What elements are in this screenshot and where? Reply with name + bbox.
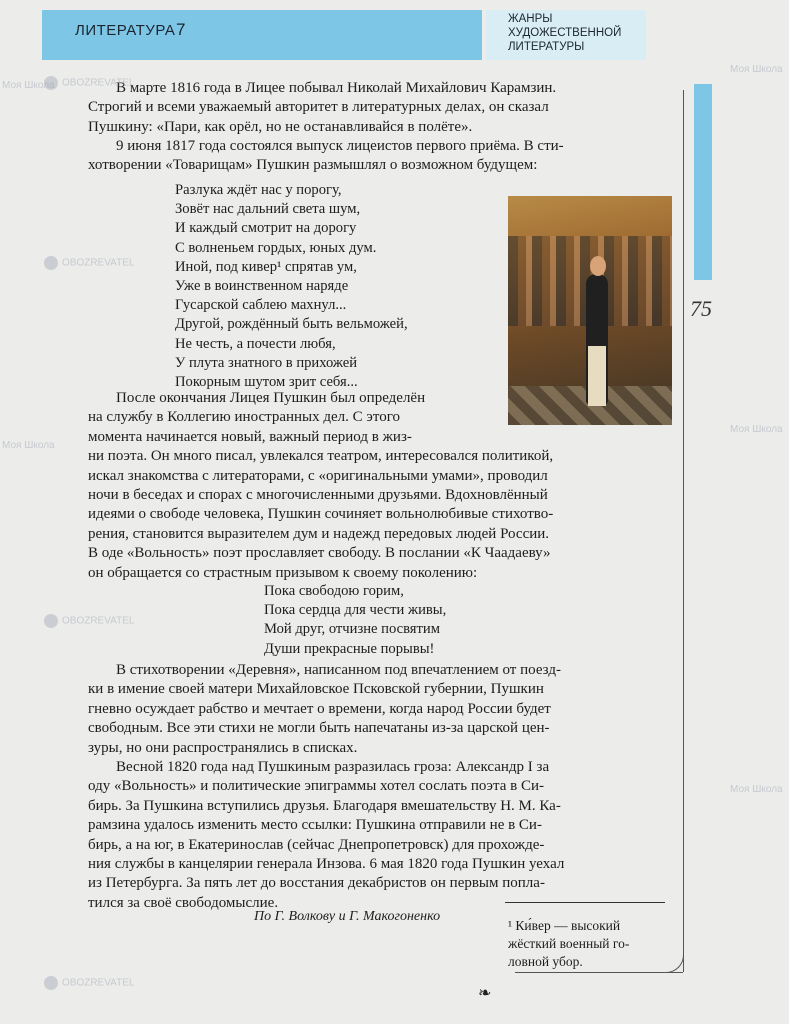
text-line: ки в имение своей матери Михайловское Псковской губернии, Пушкин <box>88 681 544 698</box>
watermark-logo-icon <box>44 76 58 90</box>
frame-line <box>515 972 683 973</box>
text-line: Пушкину: «Пари, как орёл, но не останавливайся в полёте». <box>88 118 473 135</box>
section-title <box>508 12 621 54</box>
section-title-line: ЖАНРЫ <box>508 13 553 25</box>
painting-figure-legs <box>588 346 606 406</box>
text-line: зуры, но они распространялись в списках. <box>88 739 358 756</box>
watermark-text: OBOZREVATEL <box>62 615 135 627</box>
paragraph <box>88 758 564 913</box>
text-line: хотворении «Товарищам» Пушкин размышлял о возможном будущем: <box>88 157 538 174</box>
paragraph <box>88 137 564 176</box>
grade-number: 7 <box>176 20 186 39</box>
paragraph <box>88 79 556 137</box>
footnote-line: ловной убор. <box>508 954 583 969</box>
text-line: искал знакомства с литераторами, с «оригинальными умами», проводил <box>88 467 548 484</box>
poem-line: Зовёт нас дальний света шум, <box>175 201 361 218</box>
watermark <box>44 614 134 628</box>
text-line: оду «Вольность» и политические эпиграммы хотел сослать поэта в Си- <box>88 778 544 795</box>
text-line: В марте 1816 года в Лицее побывал Николай Михайлович Карамзин. <box>116 80 557 96</box>
text-line: он обращается со страстным призывом к своему поколению: <box>88 564 478 581</box>
paragraph <box>88 389 553 583</box>
poem-line: Пока сердца для чести живы, <box>264 602 447 619</box>
page-number: 75 <box>690 296 712 321</box>
watermark: Моя Школа <box>2 80 55 91</box>
text-line: 9 июня 1817 года состоялся выпуск лицеистов первого приёма. В сти- <box>116 138 564 154</box>
subject-title: ЛИТЕРАТУРА <box>75 22 176 39</box>
text-line: рения, становится выразителем дум и надежд передовых людей России. <box>88 525 550 542</box>
paragraph <box>88 661 561 758</box>
text-line: В стихотворении «Деревня», написанном под впечатлением от поезд- <box>116 662 561 678</box>
page-ornament-icon: ❧ <box>478 985 492 1002</box>
watermark: Моя Школа <box>2 440 55 451</box>
poem <box>264 582 446 659</box>
poem-line: Уже в воинственном наряде <box>175 278 349 295</box>
watermark: Моя Школа <box>730 64 783 75</box>
poem-line: Души прекрасные порывы! <box>264 640 435 657</box>
text-line: свободным. Все эти стихи не могли быть напечатаны из-за царской цен- <box>88 720 550 737</box>
text-line: ни поэта. Он много писал, увлекался театром, интересовался политикой, <box>88 448 554 465</box>
watermark: Моя Школа <box>730 424 783 435</box>
watermark-logo-icon <box>44 256 58 270</box>
footnote-line: ¹ Ки́вер — высокий <box>508 918 621 933</box>
text-line: бирь. За Пушкина вступились друзья. Благодаря вмешательству Н. М. Ка- <box>88 797 561 814</box>
section-title-line: ЛИТЕРАТУРЫ <box>508 41 585 53</box>
text-line: Строгий и всеми уважаемый авторитет в литературных делах, он сказал <box>88 99 549 116</box>
footnote <box>508 917 629 971</box>
poem <box>175 181 408 392</box>
poem-line: Мой друг, отчизне посвятим <box>264 621 440 638</box>
frame-line <box>683 90 684 972</box>
poem-line: Иной, под кивер¹ спрятав ум, <box>175 258 357 275</box>
poem-line: Разлука ждёт нас у порогу, <box>175 182 342 198</box>
poem-line: Не честь, а почести любя, <box>175 335 336 352</box>
poem-line: У плута знатного в прихожей <box>175 354 358 371</box>
watermark: Моя Школа <box>730 784 783 795</box>
watermark-text: OBOZREVATEL <box>62 77 135 89</box>
text-line: бирь, а на юг, в Екатеринослав (сейчас Днепропетровск) для прохожде- <box>88 836 545 853</box>
watermark-text: OBOZREVATEL <box>62 257 135 269</box>
watermark-text: OBOZREVATEL <box>62 977 135 989</box>
text-line: на службу в Коллегию иностранных дел. С этого <box>88 409 400 426</box>
text-line: тился за своё свободомыслие. <box>88 894 279 911</box>
poem-line: Пока свободою горим, <box>264 583 404 599</box>
poem-line: С волненьем гордых, юных дум. <box>175 239 377 256</box>
text-line: В оде «Вольность» поэт прославляет свободу. В послании «К Чаадаеву» <box>88 545 551 562</box>
frame-corner <box>664 953 684 973</box>
watermark-logo-icon <box>44 976 58 990</box>
side-accent-bar <box>694 84 712 280</box>
text-line: гневно осуждает рабство и мечтает о времени, когда народ России будет <box>88 700 551 717</box>
text-line: После окончания Лицея Пушкин был определён <box>116 390 426 406</box>
footnote-rule <box>505 902 665 903</box>
source-attribution: По Г. Волкову и Г. Макогоненко <box>254 909 441 924</box>
text-line: идеями о свободе человека, Пушкин сочиняет вольнолюбивые стихотво- <box>88 506 554 523</box>
poem-line: Покорным шутом зрит себя... <box>175 374 358 391</box>
section-title-line: ХУДОЖЕСТВЕННОЙ <box>508 27 622 39</box>
poem-line: Другой, рождённый быть вельможей, <box>175 316 408 333</box>
text-line: ния службы в канцелярии генерала Инзова. 6 мая 1820 года Пушкин уехал <box>88 856 565 873</box>
painting-figure-head <box>590 256 606 276</box>
watermark-logo-icon <box>44 614 58 628</box>
section-header <box>486 10 646 60</box>
text-line: рамзина удалось изменить место ссылки: Пушкина отправили не в Си- <box>88 817 542 834</box>
text-line: из Петербурга. За пять лет до восстания декабристов он первым попла- <box>88 875 545 892</box>
poem-line: И каждый смотрит на дорогу <box>175 220 357 237</box>
text-line: момента начинается новый, важный период в жиз- <box>88 428 412 445</box>
text-line: Весной 1820 года над Пушкиным разразилась гроза: Александр I за <box>116 759 550 775</box>
text-line: ночи в беседах и спорах с многочисленными друзьями. Вдохновлённый <box>88 487 548 504</box>
poem-line: Гусарской саблею махнул... <box>175 297 347 314</box>
footnote-line: жёсткий военный го- <box>508 936 630 951</box>
watermark <box>44 256 134 270</box>
watermark <box>44 976 134 990</box>
